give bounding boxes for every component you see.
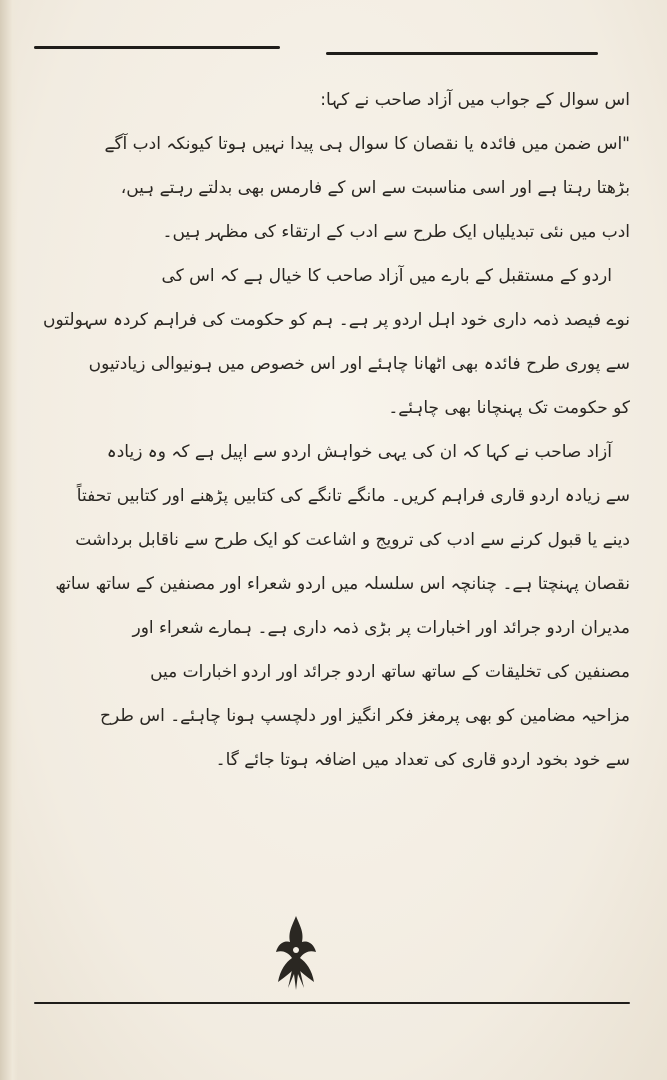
fleuron-ornament-icon bbox=[268, 912, 324, 992]
text-line-13: مدیران اردو جرائد اور اخبارات پر بڑی ذمہ داری ہے۔ ہمارے شعراء اور bbox=[132, 618, 630, 638]
text-line-9: آزاد صاحب نے کہا کہ ان کی یہی خواہش اردو سے اپیل ہے کہ وہ زیادہ bbox=[106, 442, 612, 462]
text-line-2: "اس ضمن میں فائدہ یا نقصان کا سوال ہی پیدا نہیں ہوتا کیونکہ ادب آگے bbox=[104, 134, 630, 154]
text-line-10: سے زیادہ اردو قاری فراہم کریں۔ مانگے تانگے کی کتابیں پڑھنے اور کتابیں تحفتاً bbox=[76, 486, 630, 506]
text-line-7: سے پوری طرح فائدہ بھی اٹھانا چاہئے اور اس خصوص میں ہونیوالی زیادتیوں bbox=[88, 354, 630, 374]
bottom-rule bbox=[34, 1002, 630, 1004]
text-line-15: مزاحیہ مضامین کو بھی پرمغز فکر انگیز اور دلچسپ ہونا چاہئے۔ اس طرح bbox=[100, 706, 630, 726]
text-line-5: اردو کے مستقبل کے بارے میں آزاد صاحب کا خیال ہے کہ اس کی bbox=[161, 266, 612, 286]
text-line-3: بڑھتا رہتا ہے اور اسی مناسبت سے اس کے فارمس بھی بدلتے رہتے ہیں، bbox=[120, 178, 630, 198]
top-left-rule bbox=[34, 46, 280, 49]
text-line-1: اس سوال کے جواب میں آزاد صاحب نے کہا: bbox=[320, 90, 630, 110]
text-line-11: دینے یا قبول کرنے سے ادب کی ترویج و اشاعت کو ایک طرح سے ناقابل برداشت bbox=[75, 530, 630, 550]
urdu-text-block bbox=[30, 78, 630, 782]
text-line-6: نوے فیصد ذمہ داری خود اہل اردو پر ہے۔ ہم کو حکومت کی فراہم کردہ سہولتوں bbox=[43, 310, 630, 330]
text-line-14: مصنفین کی تخلیقات کے ساتھ ساتھ اردو جرائد اور اردو اخبارات میں bbox=[150, 662, 630, 682]
text-line-8: کو حکومت تک پہنچانا بھی چاہئے۔ bbox=[388, 398, 630, 418]
text-line-12: نقصان پہنچتا ہے۔ چنانچہ اس سلسلہ میں اردو شعراء اور مصنفین کے ساتھ ساتھ bbox=[55, 574, 630, 594]
text-line-16: سے خود بخود اردو قاری کی تعداد میں اضافہ ہوتا جائے گا۔ bbox=[215, 750, 630, 770]
text-line-4: ادب میں نئی تبدیلیاں ایک طرح سے ادب کے ارتقاء کی مظہر ہیں۔ bbox=[162, 222, 630, 242]
top-right-rule bbox=[326, 52, 598, 55]
page-gutter-shadow bbox=[0, 0, 18, 1080]
